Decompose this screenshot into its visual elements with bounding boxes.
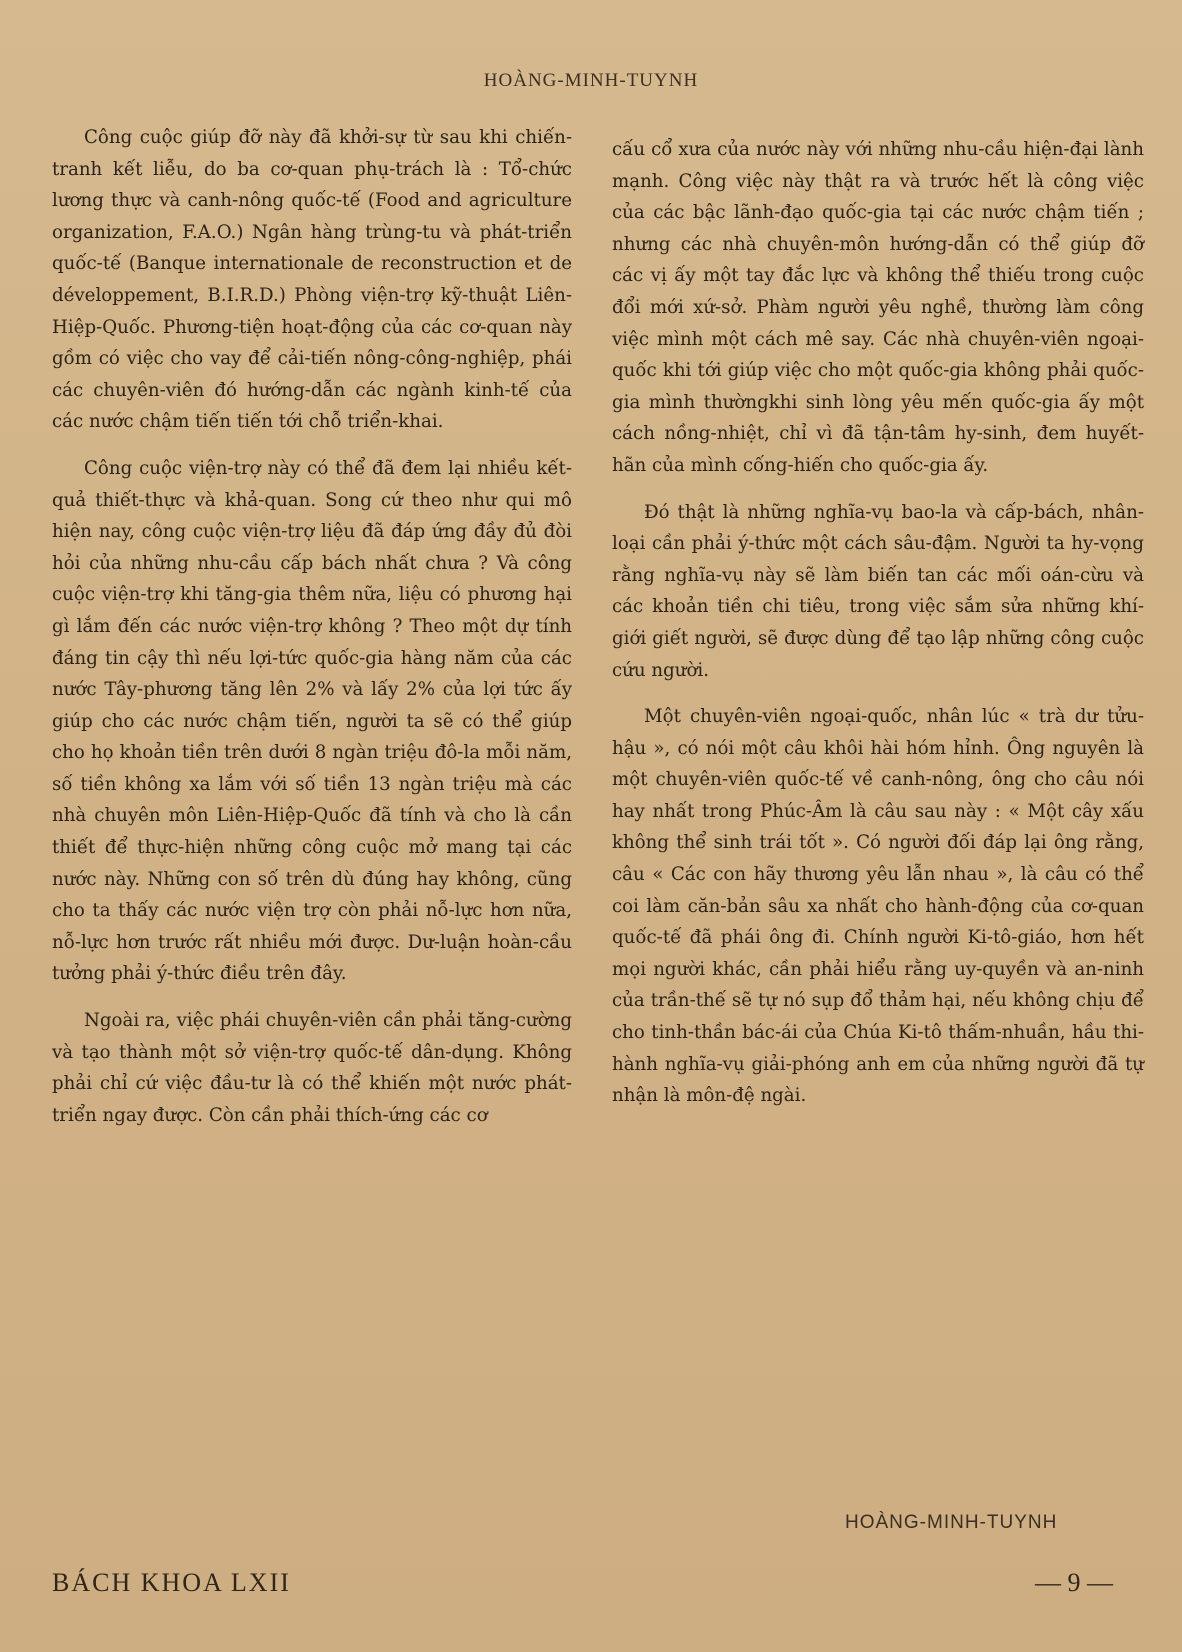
paragraph: cấu cổ xưa của nước này với những nhu-cầu hiện-đại lành mạnh. Công việc này thật ra và trước hết là công việc của các bậc lãnh-đạo quốc-gia tại các nước chậm tiến ; nhưng các nhà chuyên-môn hướng-dẫn có thể giúp đỡ các vị ấy một tay đắc lực và không thể thiếu trong cuộc đổi mới xứ-sở. Phàm người yêu nghề, thường làm công việc mình một cách mê say. Các nhà chuyên-viên ngoại-quốc khi tới giúp việc cho một quốc-gia không phải quốc-gia mình thườngkhi sinh lòng yêu mến quốc-gia ấy một cách nồng-nhiệt, chỉ vì đã tận-tâm hy-sinh, đem huyết-hãn của mình cống-hiến cho quốc-gia ấy. [612,139,1144,476]
left-column [52,122,572,1146]
publication-name: BÁCH KHOA LXII [52,1568,291,1597]
author-signature: HOÀNG-MINH-TUYNH [845,1512,1058,1533]
paragraph: Công cuộc giúp đỡ này đã khởi-sự từ sau khi chiến-tranh kết liễu, do ba cơ-quan phụ-trách là : Tổ-chức lương thực và canh-nông quốc-tế (Food and agriculture organization, F.A.O.) Ngân hàng trùng-tu và phát-triển quốc-tế (Banque internationale de reconstruction et de développement, B.I.R.D.) Phòng viện-trợ kỹ-thuật Liên-Hiệp-Quốc. Phương-tiện hoạt-động của các cơ-quan này gồm có việc cho vay để cải-tiến nông-công-nghiệp, phái các chuyên-viên đó hướng-dẫn các ngành kinh-tế của các nước chậm tiến tiến tới chỗ triển-khai. [52,127,572,433]
right-column [612,134,1144,1127]
running-head: HOÀNG-MINH-TUYNH [483,70,699,91]
paragraph: Đó thật là những nghĩa-vụ bao-la và cấp-bách, nhân-loại cần phải ý-thức một cách sâu-đậm. Người ta hy-vọng rằng nghĩa-vụ này sẽ làm biến tan các mối oán-cừu và các khoản tiền chi tiêu, trong việc sắm sửa những khí-giới giết người, sẽ được dùng để tạo lập những công cuộc cứu người. [612,501,1144,681]
paragraph: Một chuyên-viên ngoại-quốc, nhân lúc « trà dư tửu-hậu », có nói một câu khôi hài hóm hỉnh. Ông nguyên là một chuyên-viên quốc-tế về canh-nông, ông cho câu nói hay nhất trong Phúc-Âm là câu sau này : « Một cây xấu không thể sinh trái tốt ». Có người đối đáp lại ông rằng, câu « Các con hãy thương yêu lẫn nhau », là câu có thể coi làm căn-bản sâu xa nhất cho hành-động của cơ-quan quốc-tế đã phái ông đi. Chính người Ki-tô-giáo, hơn hết mọi người khác, cần phải hiểu rằng uy-quyền và an-ninh của trần-thế sẽ tự nó sụp đổ thảm hại, nếu không chịu để cho tinh-thần bác-ái của Chúa Ki-tô thấm-nhuần, hầu thi-hành nghĩa-vụ giải-phóng anh em của những người đã tự nhận là môn-đệ ngài. [612,706,1144,1107]
paragraph: Công cuộc viện-trợ này có thể đã đem lại nhiều kết-quả thiết-thực và khả-quan. Song cứ theo như qui mô hiện nay, công cuộc viện-trợ liệu đã đáp ứng đầy đủ đòi hỏi của những nhu-cầu cấp bách nhất chưa ? Và công cuộc viện-trợ khi tăng-gia thêm nữa, liệu có phương hại gì lắm đến các nước viện-trợ không ? Theo một dự tính đáng tin cậy thì nếu lợi-tức quốc-gia hàng năm của các nước Tây-phương tăng lên 2% và lấy 2% của lợi tức ấy giúp cho các nước chậm tiến, người ta sẽ có thể giúp cho họ khoản tiền trên dưới 8 ngàn triệu đô-la mỗi năm, số tiền không xa lắm với số tiền 13 ngàn triệu mà các nhà chuyên môn Liên-Hiệp-Quốc đã tính và cho là cần thiết để thực-hiện những công cuộc mở mang tại các nước này. Những con số trên dù đúng hay không, cũng cho ta thấy các nước viện trợ còn phải nỗ-lực hơn nữa, nỗ-lực hơn trước rất nhiều mới được. Dư-luận hoàn-cầu tưởng phải ý-thức điều trên đây. [52,457,572,985]
page-number: — 9 — [1035,1568,1113,1597]
paragraph: Ngoài ra, việc phái chuyên-viên cần phải tăng-cường và tạo thành một sở viện-trợ quốc-tế dân-dụng. Không phải chỉ cứ việc đầu-tư là có thể khiến một nước phát-triển ngay được. Còn cần phải thích-ứng các cơ [52,1010,572,1126]
